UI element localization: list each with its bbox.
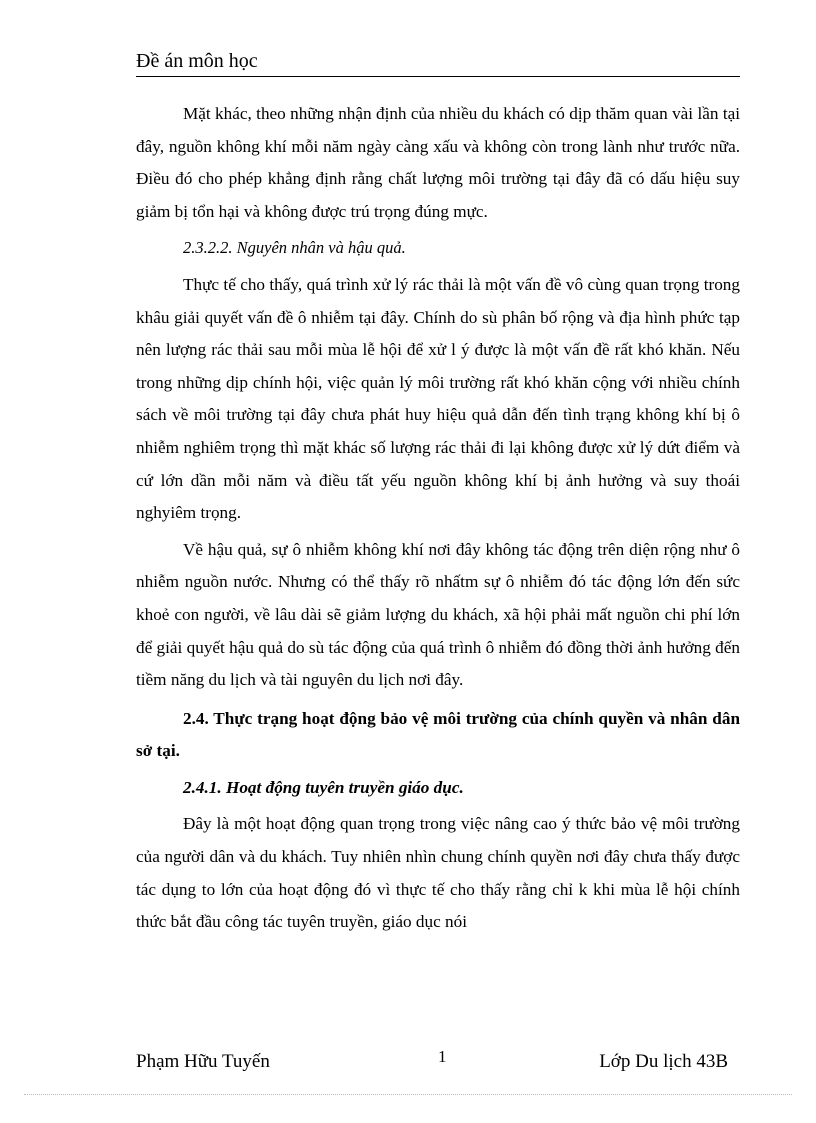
header-title: Đề án môn học <box>136 50 258 72</box>
paragraph-causes: Thực tế cho thấy, quá trình xử lý rác thải là một vấn đề vô cùng quan trọng trong khâu giải quyết vấn đề ô nhiễm tại đây. Chính do sù phân bố rộng và địa hình phức tạp nên lượng rác thải sau mỗi mùa lễ hội để xử l ý được là một vấn đề rất khó khăn. Nếu trong những dịp chính hội, việc quản lý môi trường rất khó khăn cộng với nhiều chính sách về môi trường tại đây chưa phát huy hiệu quả dẫn đến tình trạng không khí bị ô nhiễm nghiêm trọng thì mặt khác số lượng rác thải đi lại không được xử lý dứt điểm và cứ lớn dần mỗi năm và điều tất yếu nguồn không khí bị ảnh hưởng và suy thoái nghyiêm trọng. <box>136 274 740 523</box>
footer-author: Phạm Hữu Tuyến <box>136 1051 270 1072</box>
subheading-2-3-2-2: 2.3.2.2. Nguyên nhân và hậu quả. <box>183 238 406 258</box>
paragraph-consequences: Về hậu quả, sự ô nhiễm không khí nơi đây không tác động trên diện rộng như ô nhiễm nguồn nước. Nhưng có thể thấy rõ nhấtm sự ô nhiễm đó tác động lớn đến sức khoẻ con người, về lâu dài sẽ giảm lượng du khách, xã hội phải mất nguồn chi phí lớn để giải quyết hậu quả do sù tác động của quá trình ô nhiễm đó đồng thời ảnh hưởng đến tiềm năng du lịch và tài nguyên du lịch nơi đây. <box>136 539 740 690</box>
page-header <box>136 50 740 77</box>
paragraph-air-quality: Mặt khác, theo những nhận định của nhiều du khách có dịp thăm quan vài lần tại đây, nguồn không khí mỗi năm ngày càng xấu và không còn trong lành như trước nữa. Điều đó cho phép khẳng định rằng chất lượng môi trường tại đây đã có dấu hiệu suy giảm bị tổn hại và không được trú trọng đúng mực. <box>136 104 740 221</box>
subheading-2-4-1: 2.4.1. Hoạt động tuyên truyền giáo dục. <box>183 777 464 797</box>
footer-class: Lớp Du lịch 43B <box>599 1051 728 1072</box>
paragraph-propaganda: Đây là một hoạt động quan trọng trong việc nâng cao ý thức bảo vệ môi trường của người dân và du khách. Tuy nhiên nhìn chung chính quyền nơi đây chưa thấy được tác dụng to lớn của hoạt động đó vì thực tế cho thấy rằng chỉ k khi mùa lễ hội chính thức bắt đầu công tác tuyên truyền, giáo dục nói <box>136 814 740 932</box>
section-heading-2-4: 2.4. Thực trạng hoạt động bảo vệ môi trường của chính quyền và nhân dân sở tại. <box>136 708 740 761</box>
document-body <box>136 98 740 939</box>
page-number: 1 <box>438 1047 447 1066</box>
page-break-line <box>24 1094 792 1095</box>
